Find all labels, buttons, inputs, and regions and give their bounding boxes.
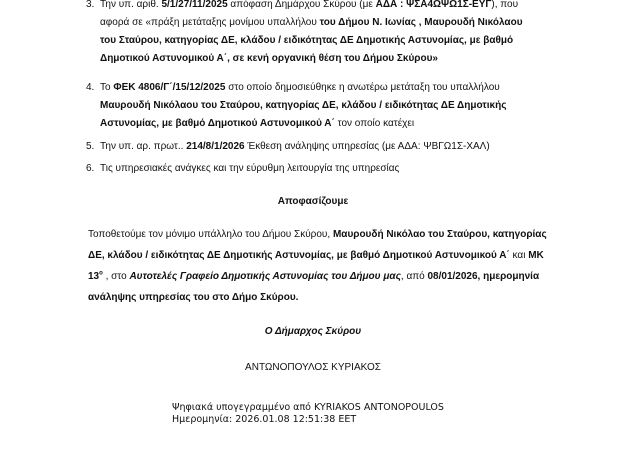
text-line: αφορά σε «πράξη μετάταξης μονίμου υπαλλήλου του Δήμου Ν. Ιωνίας , Μαυρουδή Νικόλαου (100, 17, 523, 28)
item-number: 3. (86, 0, 95, 10)
text-line: Δημοτικού Αστυνομικού Α΄, σε κενή οργανική θέση του Δήμου Σκύρου» (100, 53, 438, 64)
signature-signed-by: Ψηφιακά υπογεγραμμένο από KYRIAKOS ANTONOPOULOS (172, 402, 444, 413)
text-line: $13^o$ , στο Αυτοτελές Γραφείο Δημοτικής Αστυνομίας του Δήμου μας, από 08/01/2026, ημερομηνία (88, 270, 540, 282)
text-line: ΔΕ, κλάδου / ειδικότητας ΔΕ Δημοτικής Αστυνομίας, με βαθμό Δημοτικού Αστυνομικού Α΄ και ΜΚ (88, 250, 544, 261)
text-line: Αστυνομίας, με βαθμό Δημοτικού Αστυνομικού Α΄ τον οποίο κατέχει (100, 118, 415, 129)
item-number: 6. (86, 163, 95, 174)
decision-paragraph (88, 224, 547, 308)
item-text (100, 138, 520, 156)
item-4 (86, 79, 520, 133)
digital-signature (172, 402, 444, 426)
text-line: Μαυρουδή Νικόλαου του Σταύρου, κατηγορίας ΔΕ, κλάδου / ειδικότητας ΔΕ Δημοτικής (100, 100, 507, 111)
text-line: Την υπ. αριθ. 5/1/27/11/2025 απόφαση Δημάρχου Σκύρου (με ΑΔΑ : ΨΣΑ4ΩΨΩ1Σ-ΕΥΓ), που (100, 0, 519, 10)
item-text (100, 160, 520, 178)
decision-heading: Αποφασίζουμε (277, 196, 349, 207)
mayor-name: ΑΝΤΩΝΟΠΟΥΛΟΣ ΚΥΡΙΑΚΟΣ (245, 362, 381, 373)
item-text (100, 0, 523, 68)
text-line: του Σταύρου, κατηγορίας ΔΕ, κλάδου / ειδικότητας ΔΕ Δημοτικής Αστυνομίας, με βαθμό (100, 35, 514, 46)
mayor-title: Ο Δήμαρχος Σκύρου (264, 326, 362, 337)
item-number: 5. (86, 141, 95, 152)
text-line: Τις υπηρεσιακές ανάγκες και την εύρυθμη λειτουργία της υπηρεσίας (100, 163, 400, 174)
item-5 (86, 138, 520, 156)
signature-date: Ημερομηνία: 2026.01.08 12:51:38 EET (172, 414, 357, 425)
item-6 (86, 160, 520, 178)
text-line: Τοποθετούμε τον μόνιμο υπάλληλο του Δήμου Σκύρου, Μαυρουδή Νικόλαο του Σταύρου, κατηγορίας (88, 229, 547, 240)
item-3 (86, 0, 523, 68)
item-number: 4. (86, 82, 95, 93)
text-line: ανάληψης υπηρεσίας του στο Δήμο Σκύρου. (88, 292, 299, 303)
item-text (100, 79, 520, 133)
text-line: Την υπ. αρ. πρωτ.. 214/8/1/2026 Έκθεση ανάληψης υπηρεσίας (με ΑΔΑ: ΨΒΓΩ1Σ-ΧΑΛ) (100, 141, 490, 152)
text-line: Το ΦΕΚ 4806/Γ΄/15/12/2025 στο οποίο δημοσιεύθηκε η ανωτέρω μετάταξη του υπαλλήλου (100, 82, 500, 93)
